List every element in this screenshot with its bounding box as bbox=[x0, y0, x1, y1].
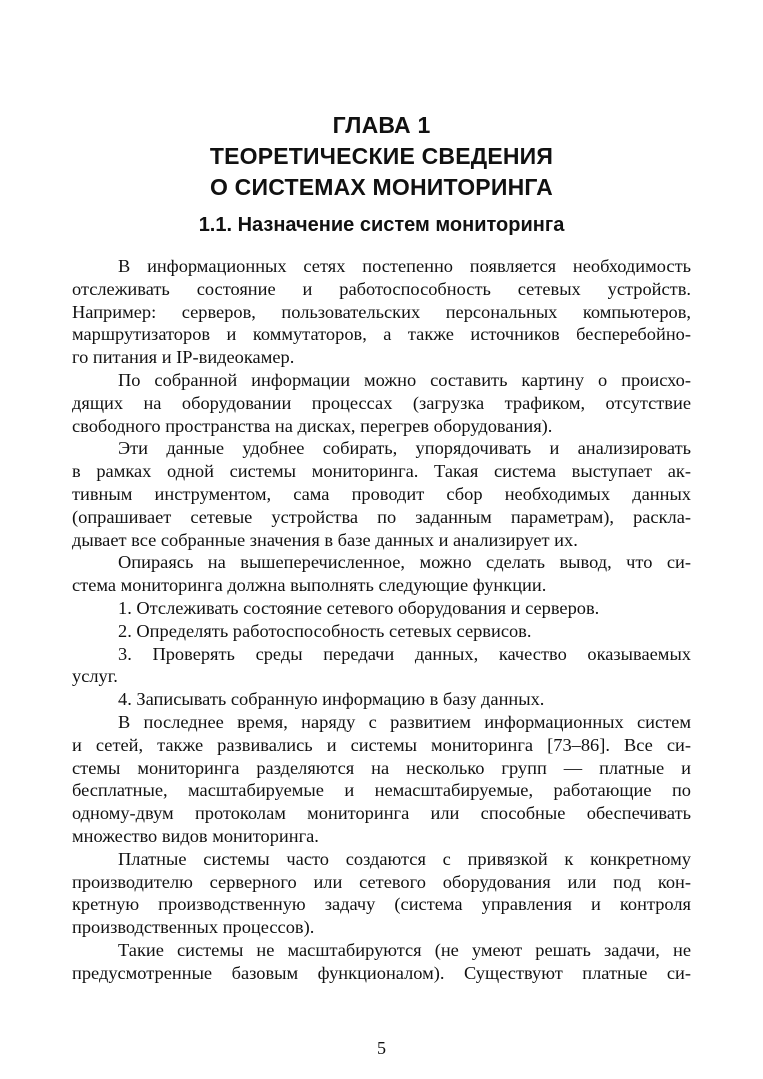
text-line: 2. Определять работоспособность сетевых сервисов. bbox=[118, 620, 532, 641]
text-line: одному-двум протоколам мониторинга или способные обеспечивать bbox=[72, 803, 691, 824]
text-line: множество видов мониторинга. bbox=[72, 825, 319, 846]
text-line: В информационных сетях постепенно появляется необходимость bbox=[118, 256, 691, 276]
paragraph bbox=[72, 848, 691, 939]
text-line: го питания и IP-видеокамер. bbox=[72, 347, 295, 368]
text-line: Опираясь на вышеперечисленное, можно сделать вывод, что си- bbox=[118, 552, 691, 573]
text-line: Например: серверов, пользовательских персональных компьютеров, bbox=[72, 301, 691, 322]
section-title: 1.1. Назначение систем мониторинга bbox=[198, 214, 565, 236]
paragraph bbox=[72, 551, 691, 597]
paragraph bbox=[72, 369, 691, 437]
text-line: дящих на оборудовании процессах (загрузка трафиком, отсутствие bbox=[72, 392, 691, 413]
text-line: В последнее время, наряду с развитием информационных систем bbox=[118, 711, 691, 732]
chapter-title-line-2: О СИСТЕМАХ МОНИТОРИНГА bbox=[210, 174, 553, 200]
text-line: производителю серверного или сетевого оборудования или под кон- bbox=[72, 871, 691, 892]
text-line: 3. Проверять среды передачи данных, качество оказываемых bbox=[118, 643, 691, 664]
paragraph bbox=[72, 711, 691, 848]
text-line: услуг. bbox=[72, 666, 118, 687]
text-line: маршрутизаторов и коммутаторов, а также источников бесперебойно- bbox=[72, 324, 691, 345]
text-line: По собранной информации можно составить картину о происхо- bbox=[118, 369, 691, 390]
text-line: 4. Записывать собранную информацию в базу данных. bbox=[118, 689, 545, 710]
paragraph bbox=[72, 597, 691, 620]
text-line: бесплатные, масштабируемые и немасштабируемые, работающие по bbox=[72, 780, 691, 801]
paragraph bbox=[72, 620, 691, 643]
text-line: стемы мониторинга разделяются на несколько групп — платные и bbox=[72, 757, 691, 778]
text-line: и сетей, также развивались и системы мониторинга [73–86]. Все си- bbox=[72, 734, 691, 755]
text-line: (опрашивает сетевые устройства по заданным параметрам), раскла- bbox=[72, 506, 691, 527]
text-line: 1. Отслеживать состояние сетевого оборудования и серверов. bbox=[118, 597, 600, 618]
text-line: свободного пространства на дисках, перегрев оборудования). bbox=[72, 415, 553, 436]
text-line: Эти данные удобнее собирать, упорядочивать и анализировать bbox=[118, 438, 691, 459]
text-line: Платные системы часто создаются с привязкой к конкретному bbox=[118, 848, 691, 869]
text-line: кретную производственную задачу (система управления и контроля bbox=[72, 894, 691, 915]
paragraph bbox=[72, 643, 691, 689]
body-text bbox=[72, 255, 691, 985]
paragraph bbox=[72, 688, 691, 711]
chapter-title-line-1: ТЕОРЕТИЧЕСКИЕ СВЕДЕНИЯ bbox=[209, 143, 554, 169]
paragraph bbox=[72, 255, 691, 369]
page-number: 5 bbox=[377, 1038, 386, 1058]
text-line: стема мониторинга должна выполнять следующие функции. bbox=[72, 575, 547, 596]
text-line: производственных процессов). bbox=[72, 917, 315, 938]
chapter-number: ГЛАВА 1 bbox=[332, 112, 431, 138]
text-line: в рамках одной системы мониторинга. Такая система выступает ак- bbox=[72, 461, 691, 482]
text-line: предусмотренные базовым функционалом). Существуют платные си- bbox=[72, 962, 691, 983]
chapter-heading bbox=[0, 110, 763, 203]
paragraph bbox=[72, 437, 691, 551]
paragraph bbox=[72, 939, 691, 985]
text-line: Такие системы не масштабируются (не умеют решать задачи, не bbox=[118, 939, 691, 960]
text-line: тивным инструментом, сама проводит сбор необходимых данных bbox=[72, 483, 691, 504]
text-line: дывает все собранные значения в базе данных и анализирует их. bbox=[72, 529, 578, 550]
text-line: отслеживать состояние и работоспособность сетевых устройств. bbox=[72, 278, 691, 299]
